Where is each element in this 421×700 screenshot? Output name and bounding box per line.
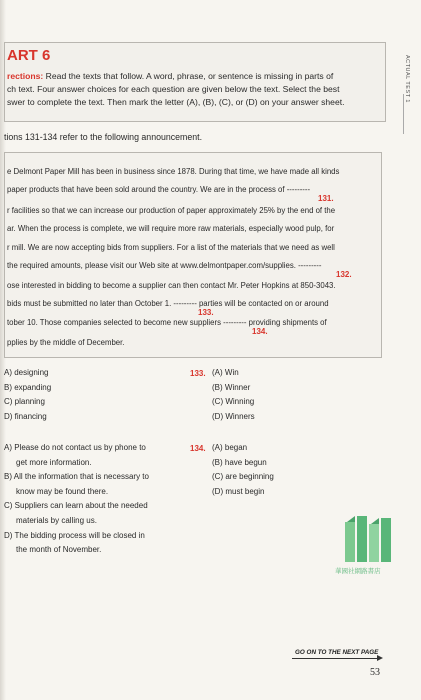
q132-option-c: C) Suppliers can learn about the needed (4, 501, 148, 511)
q134-option-b: (B) have begun (212, 457, 267, 467)
q132-option-b: B) All the information that is necessary to (4, 472, 149, 482)
go-on-label: GO ON TO THE NEXT PAGE (295, 649, 379, 656)
q134-options (212, 441, 274, 499)
q133-number: 133. (190, 369, 206, 378)
directions-line-1: Read the texts that follow. A word, phrase, or sentence is missing in parts of (43, 71, 334, 81)
q133-options (212, 366, 255, 424)
q132-option-b-cont: know may be found there. (16, 486, 109, 496)
q132-option-a-cont: get more information. (16, 457, 92, 467)
q133-option-c: (C) Winning (212, 397, 255, 407)
arrow-right-icon (377, 655, 383, 661)
q131-option-b: B) expanding (4, 382, 52, 392)
q134-option-d: (D) must begin (212, 486, 265, 496)
announcement-line: the required amounts, please visit our Web site at www.delmontpaper.com/supplies. --------- (7, 261, 322, 270)
page-number: 53 (370, 667, 380, 678)
q133-option-a: (A) Win (212, 368, 239, 377)
announcement-line: r mill. We are now accepting bids from suppliers. For a list of the materials that we need as well (7, 243, 335, 252)
blank-number-132: 132. (336, 270, 352, 279)
announcement-line: e Delmont Paper Mill has been in business since 1878. During that time, we have made all kinds (7, 167, 340, 176)
part-header-box (4, 42, 386, 122)
q133-option-d: (D) Winners (212, 411, 255, 421)
side-tab-bar (403, 94, 404, 134)
blank-number-134: 134. (252, 327, 268, 336)
q132-option-a: A) Please do not contact us by phone to (4, 443, 146, 452)
announcement-box (4, 152, 382, 358)
directions-label: rections: (7, 71, 44, 81)
blank-number-131: 131. (318, 194, 334, 203)
directions-line-2: ch text. Four answer choices for each question are given below the text. Select the best (7, 84, 340, 94)
part-title: ART 6 (7, 47, 51, 64)
announcement-line: pplies by the middle of December. (7, 338, 125, 347)
directions (7, 70, 379, 109)
q134-option-c: (C) are beginning (212, 472, 274, 482)
logo-text: 華國社網路書店 (335, 568, 381, 575)
q132-option-d: D) The bidding process will be closed in (4, 530, 145, 540)
announcement-line: ar. When the process is complete, we will require more raw materials, especially wood pulp, for (7, 224, 335, 233)
q131-options (4, 366, 51, 424)
q132-option-c-cont: materials by calling us. (16, 515, 97, 525)
q132-option-d-cont: the month of November. (16, 545, 102, 555)
q134-option-a: (A) began (212, 443, 248, 452)
q131-option-d: D) financing (4, 411, 47, 421)
q131-option-c: C) planning (4, 397, 45, 407)
announcement-line: ose interested in bidding to become a supplier can then contact Mr. Peter Hopkins at 850-3043. (7, 281, 336, 290)
go-on-underline (292, 658, 377, 659)
side-tab: ACTUAL TEST 1 (404, 55, 410, 103)
announcement-line: r facilities so that we can increase our production of paper approximately 25% by the end of the (7, 206, 336, 215)
directions-line-3: swer to complete the text. Then mark the letter (A), (B), (C), or (D) on your answer sheet. (7, 97, 345, 107)
q133-option-b: (B) Winner (212, 382, 251, 392)
q131-option-a: A) designing (4, 368, 49, 377)
q134-number: 134. (190, 444, 206, 453)
q132-options (4, 441, 149, 558)
blank-number-133: 133. (198, 308, 214, 317)
announcement-line: tober 10. Those companies selected to become new suppliers --------- providing shipments of (7, 318, 327, 327)
questions-heading: tions 131-134 refer to the following announcement. (4, 132, 203, 142)
announcement-line: bids must be submitted no later than October 1. --------- parties will be contacted on or around (7, 299, 329, 308)
announcement-line: paper products that have been sold around the country. We are in the process of --------- (7, 185, 311, 194)
